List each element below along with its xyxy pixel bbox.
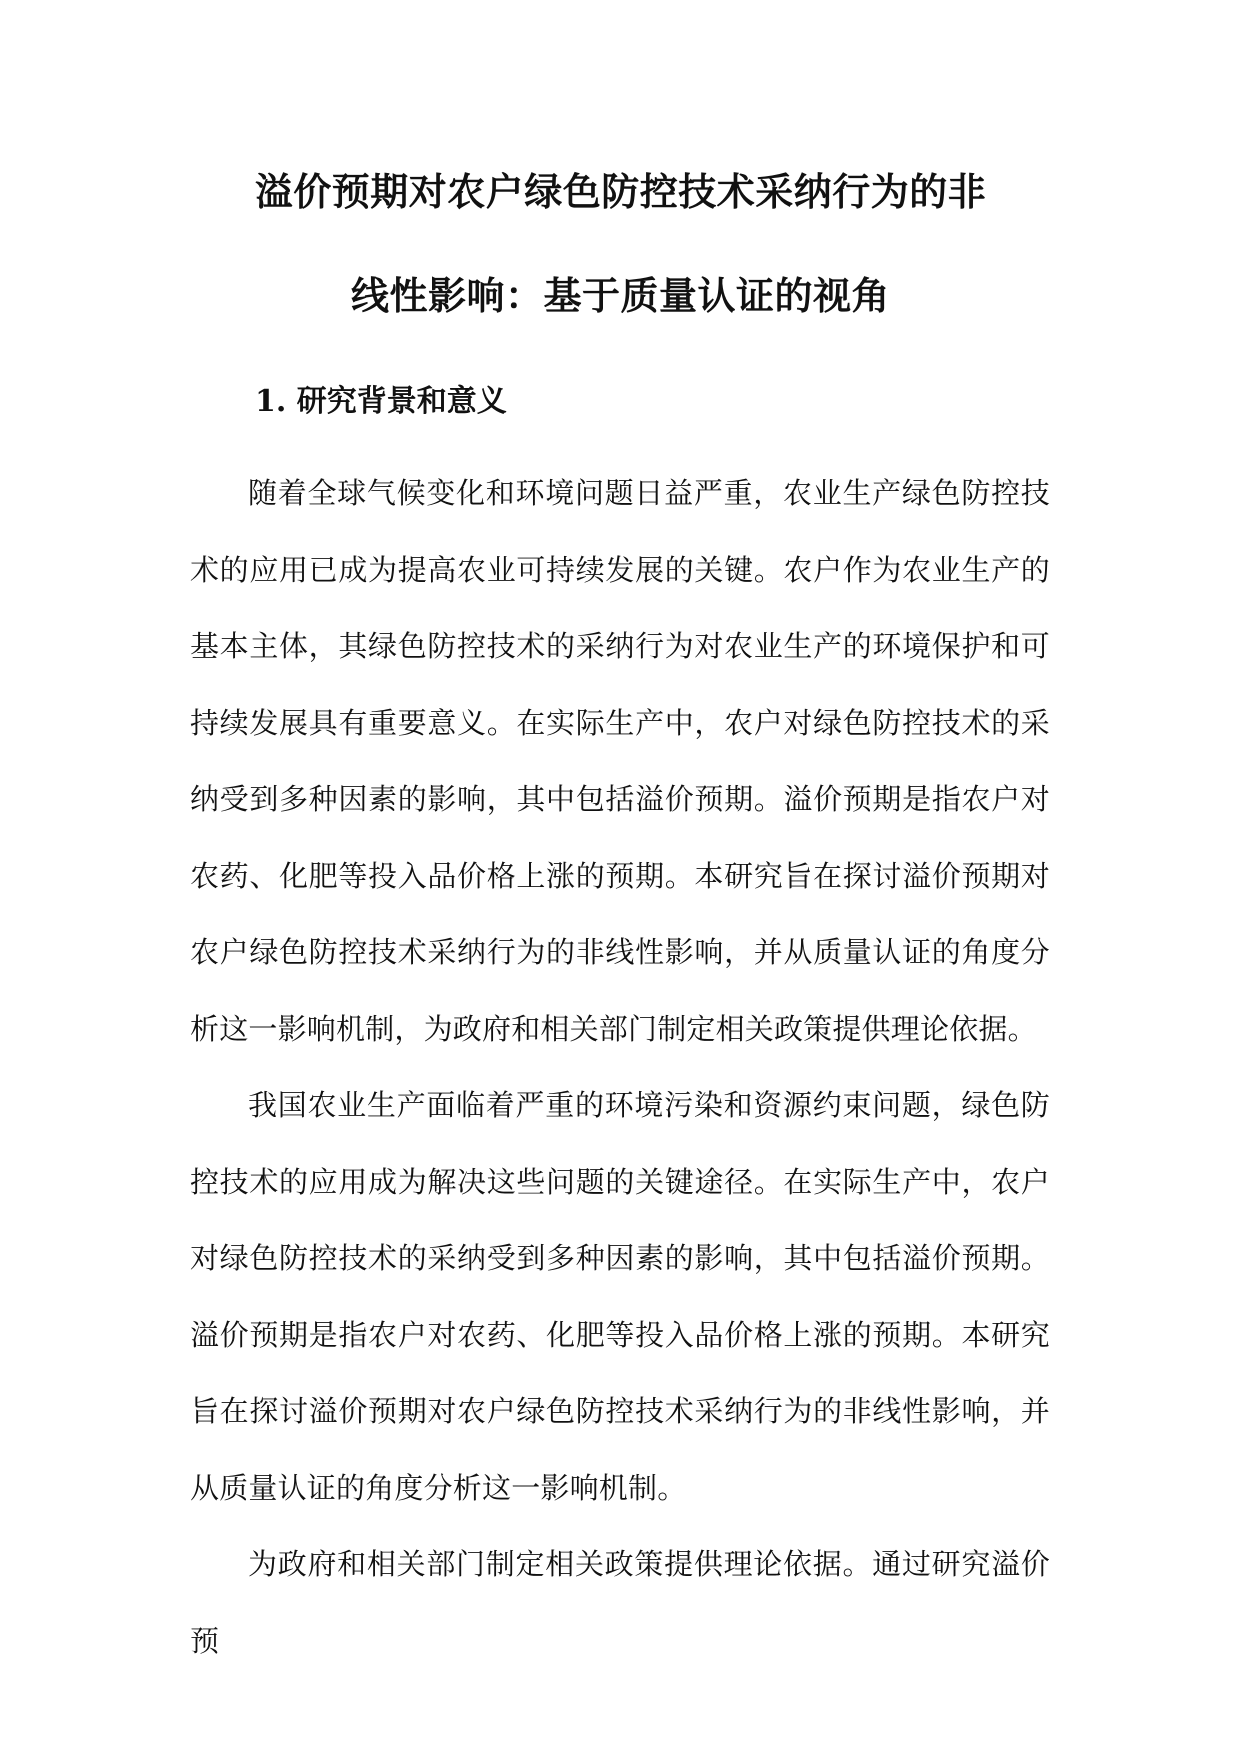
paragraph: 为政府和相关部门制定相关政策提供理论依据。通过研究溢价预	[190, 1547, 1050, 1658]
body-text	[190, 455, 1050, 1679]
document-title	[190, 140, 1051, 348]
paragraph: 随着全球气候变化和环境问题日益严重，农业生产绿色防控技术的应用已成为提高农业可持续发展的关键。农户作为农业生产的基本主体，其绿色防控技术的采纳行为对农业生产的环境保护和可持续发展具有重要意义。在实际生产中，农户对绿色防控技术的采纳受到多种因素的影响，其中包括溢价预期。溢价预期是指农户对农药、化肥等投入品价格上涨的预期。本研究旨在探讨溢价预期对农户绿色防控技术采纳行为的非线性影响，并从质量认证的角度分析这一影响机制，为政府和相关部门制定相关政策提供理论依据。	[190, 476, 1050, 1046]
title-line-1: 溢价预期对农户绿色防控技术采纳行为的非	[254, 169, 987, 214]
title-line-2: 线性影响：基于质量认证的视角	[350, 273, 890, 318]
paragraph: 我国农业生产面临着严重的环境污染和资源约束问题，绿色防控技术的应用成为解决这些问题的关键途径。在实际生产中，农户对绿色防控技术的采纳受到多种因素的影响，其中包括溢价预期。溢价预期是指农户对农药、化肥等投入品价格上涨的预期。本研究旨在探讨溢价预期对农户绿色防控技术采纳行为的非线性影响，并从质量认证的角度分析这一影响机制。	[190, 1088, 1050, 1505]
section-heading: 1. 研究背景和意义	[255, 384, 507, 419]
